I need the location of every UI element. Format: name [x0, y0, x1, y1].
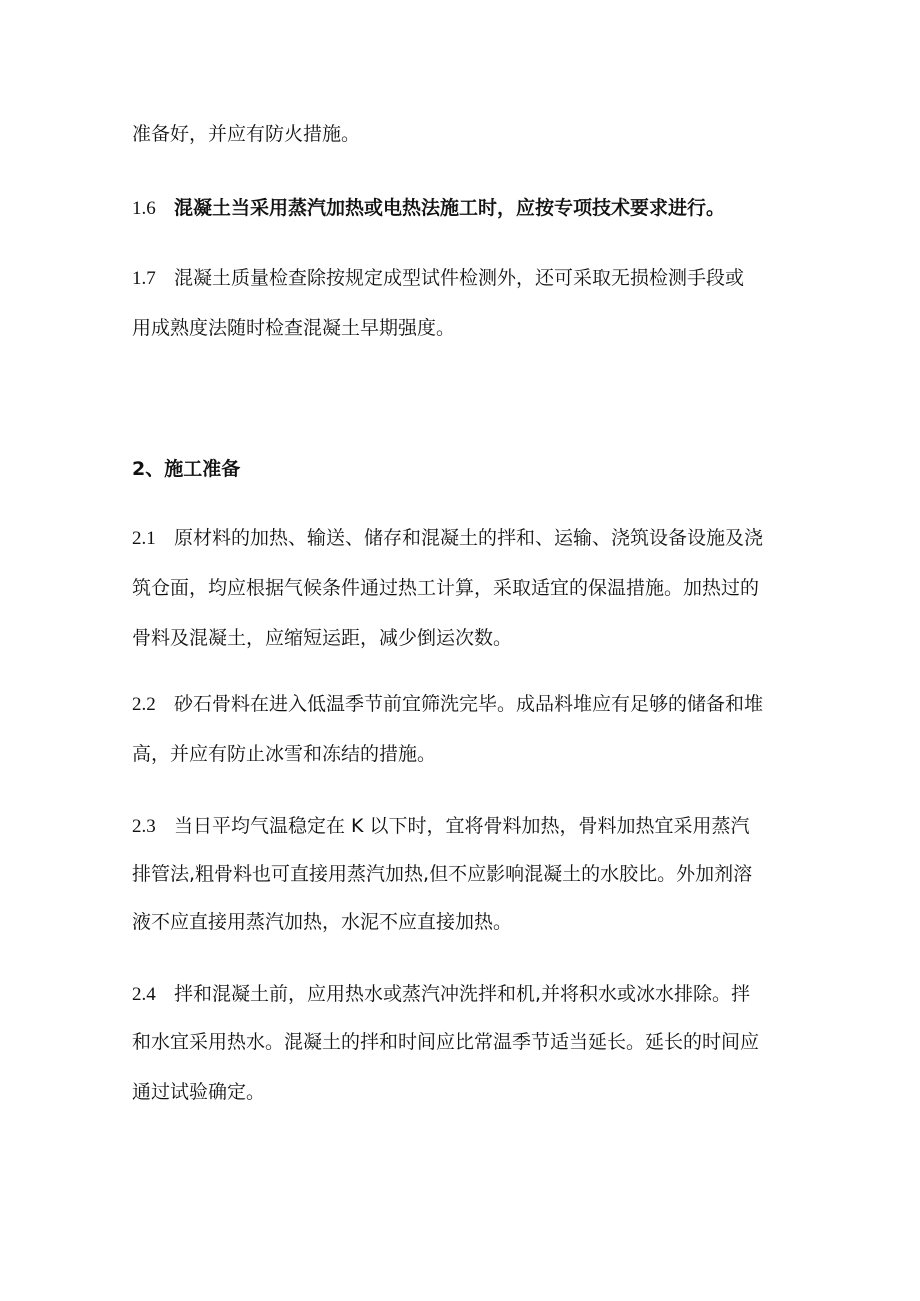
clause-number: 2.1 [132, 528, 156, 549]
clause-text: 当日平均气温稳定在 K 以下时，宜将骨料加热，骨料加热宜采用蒸汽 [174, 815, 750, 837]
paragraph-line: 骨料及混凝土，应缩短运距，减少倒运次数。 [132, 627, 513, 649]
clause-number: 1.6 [132, 198, 156, 219]
clause-text: 原材料的加热、输送、储存和混凝土的拌和、运输、浇筑设备设施及浇 [174, 527, 764, 549]
clause-text: 砂石骨料在进入低温季节前宜筛洗完毕。成品料堆应有足够的储备和堆 [174, 693, 764, 715]
paragraph-line: 筑仓面，均应根据气候条件通过热工计算，采取适宜的保温措施。加热过的 [132, 577, 760, 599]
clause-1-6 [132, 194, 725, 223]
clause-1-7 [132, 264, 744, 293]
clause-number: 1.7 [132, 268, 156, 289]
clause-2-3 [132, 812, 750, 841]
paragraph-line: 高，并应有防止冰雪和冻结的措施。 [132, 743, 437, 765]
clause-number: 2.4 [132, 984, 156, 1005]
clause-number: 2.2 [132, 694, 156, 715]
clause-text: 拌和混凝土前，应用热水或蒸汽冲洗拌和机,并将积水或冰水排除。拌 [174, 983, 751, 1005]
paragraph-line: 和水宜采用热水。混凝土的拌和时间应比常温季节适当延长。延长的时间应 [132, 1031, 760, 1053]
clause-2-1 [132, 524, 763, 553]
paragraph-line: 液不应直接用蒸汽加热，水泥不应直接加热。 [132, 911, 513, 933]
clause-text: 混凝土当采用蒸汽加热或电热法施工时，应按专项技术要求进行。 [174, 197, 726, 219]
clause-text: 混凝土质量检查除按规定成型试件检测外，还可采取无损检测手段或 [174, 267, 745, 289]
paragraph-line: 排管法,粗骨料也可直接用蒸汽加热,但不应影响混凝土的水胶比。外加剂溶 [132, 863, 753, 885]
paragraph-line: 通过试验确定。 [132, 1081, 266, 1103]
paragraph-line: 准备好，并应有防火措施。 [132, 123, 361, 145]
clause-2-2 [132, 690, 763, 719]
section-heading: 2、施工准备 [132, 458, 241, 480]
paragraph-line: 用成熟度法随时检查混凝土早期强度。 [132, 317, 456, 339]
clause-number: 2.3 [132, 816, 156, 837]
clause-2-4 [132, 980, 750, 1009]
